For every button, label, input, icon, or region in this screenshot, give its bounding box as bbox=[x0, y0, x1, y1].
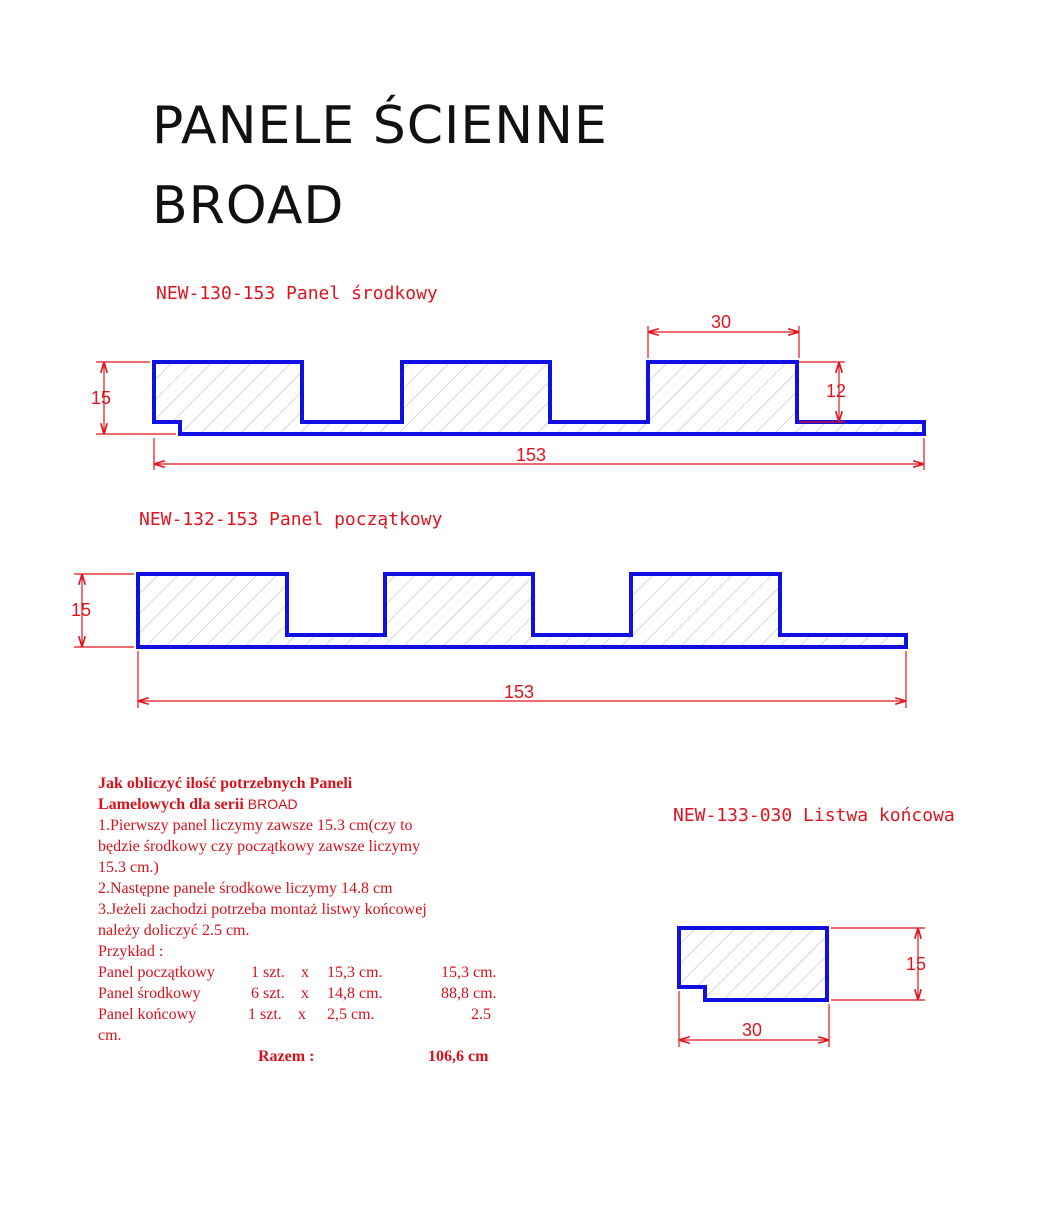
sum-label: Razem : bbox=[258, 1048, 315, 1065]
example-row-times: x bbox=[298, 1006, 306, 1023]
example-row bbox=[98, 962, 528, 983]
calculation-instructions bbox=[98, 773, 528, 1067]
example-row-total: 15,3 cm. bbox=[441, 964, 497, 981]
example-row-size: 15,3 cm. bbox=[327, 964, 383, 981]
middle-panel-groove-value: 12 bbox=[826, 381, 847, 401]
instructions-step-1a: 1.Pierwszy panel liczymy zawsze 15.3 cm(czy to bbox=[98, 817, 413, 834]
example-row-qty: 6 szt. bbox=[251, 985, 285, 1002]
end-strip-height-value: 15 bbox=[906, 954, 927, 974]
example-row bbox=[98, 983, 528, 1004]
instructions-series-name: BROAD bbox=[247, 796, 298, 812]
start-panel-height-value: 15 bbox=[71, 600, 92, 620]
end-strip-profile bbox=[679, 928, 827, 1000]
example-row-total: 88,8 cm. bbox=[441, 985, 497, 1002]
page-title-line-1: PANELE ŚCIENNE bbox=[152, 96, 608, 156]
instructions-heading-2 bbox=[98, 794, 528, 815]
example-row-size: 14,8 cm. bbox=[327, 985, 383, 1002]
instructions-step-1c: 15.3 cm.) bbox=[98, 859, 159, 876]
instructions-step-3b: należy doliczyć 2.5 cm. bbox=[98, 922, 250, 939]
start-panel-width-value: 153 bbox=[504, 682, 535, 702]
example-row-times: x bbox=[301, 964, 309, 981]
example-row-times: x bbox=[301, 985, 309, 1002]
example-row-name: Panel środkowy bbox=[98, 985, 201, 1002]
page-title-line-2: BROAD bbox=[152, 176, 345, 236]
start-panel-profile bbox=[138, 574, 906, 647]
sum-value: 106,6 cm bbox=[428, 1048, 489, 1065]
example-row-name: Panel początkowy bbox=[98, 964, 215, 981]
instructions-heading-1: Jak obliczyć ilość potrzebnych Paneli bbox=[98, 775, 353, 792]
middle-panel-height-value: 15 bbox=[91, 388, 112, 408]
middle-panel-ridge-value: 30 bbox=[711, 312, 732, 332]
middle-panel-profile bbox=[154, 362, 924, 434]
middle-panel-label: NEW-130-153 Panel środkowy bbox=[156, 283, 438, 304]
instructions-step-2: 2.Następne panele środkowe liczymy 14.8 cm bbox=[98, 880, 393, 897]
sum-row bbox=[98, 1046, 528, 1067]
end-strip-width-value: 30 bbox=[742, 1020, 763, 1040]
instructions-example-label: Przykład : bbox=[98, 943, 164, 960]
instructions-step-1b: będzie środkowy czy początkowy zawsze liczymy bbox=[98, 838, 421, 855]
instructions-step-3a: 3.Jeżeli zachodzi potrzeba montaż listwy końcowej bbox=[98, 901, 427, 918]
example-row-total: 2.5 bbox=[471, 1006, 491, 1023]
example-row-name: Panel końcowy bbox=[98, 1006, 197, 1023]
end-strip-label: NEW-133-030 Listwa końcowa bbox=[673, 805, 955, 826]
middle-panel-width-value: 153 bbox=[516, 445, 547, 465]
start-panel-label: NEW-132-153 Panel początkowy bbox=[139, 509, 443, 530]
example-wrap-unit: cm. bbox=[98, 1027, 122, 1044]
example-row-qty: 1 szt. bbox=[251, 964, 285, 981]
example-row-qty: 1 szt. bbox=[248, 1006, 282, 1023]
example-row bbox=[98, 1004, 528, 1025]
instructions-heading-2-text: Lamelowych dla serii bbox=[98, 796, 244, 813]
example-row-size: 2,5 cm. bbox=[327, 1006, 375, 1023]
